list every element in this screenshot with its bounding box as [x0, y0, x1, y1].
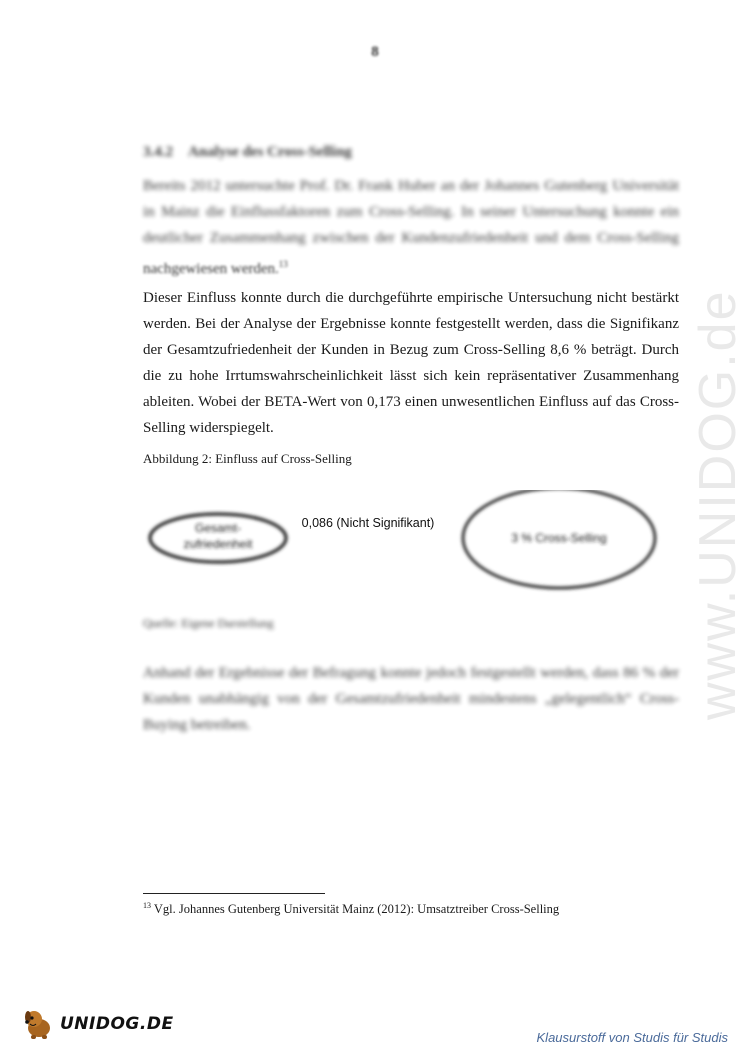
footnote-reference: 13 [278, 259, 288, 269]
figure-caption: Abbildung 2: Einfluss auf Cross-Selling [143, 451, 352, 466]
paragraph-intro [143, 173, 679, 282]
satisfaction-node-line2: zufriedenheit [183, 537, 253, 551]
paragraph-analysis: Dieser Einfluss konnte durch die durchgeführte empirische Untersuchung nicht bestärkt werden. Bei der Analyse der Ergebnisse konnte festgestellt werden, dass die Signifikanz der Gesamtzufriedenheit der Kunden in Bezug zum Cross-Selling 8,6 % beträgt. Durch die zu hohe Irrtumswahrscheinlichkeit lässt sich kein repräsentativer Zusammenhang ableiten. Wobei der BETA-Wert von 0,173 einen unwesentlichen Einfluss auf das Cross-Selling widerspiegelt. [143, 290, 679, 436]
satisfaction-node-line1: Gesamt- [194, 521, 242, 535]
paragraph-intro-blurred: Bereits 2012 untersuchte Prof. Dr. Frank Huber an der Johannes Gutenberg Universität in Mainz die Einflussfaktoren zum Cross-Selling. In seiner Untersuchung konnte ein deutlicher Zusammenhang zwischen der Kundenzufriedenheit und dem Cross-Selling [143, 178, 679, 246]
section-title: Analyse des Cross-Selling [188, 144, 352, 160]
section-number: 3.4.2 [143, 144, 173, 160]
cross-selling-node-label: 3 % Cross-Selling [511, 531, 607, 545]
paragraph-intro-tail: nachgewiesen werden. [143, 261, 279, 277]
paragraph-results: Anhand der Ergebnisse der Befragung konnte jedoch festgestellt werden, dass 86 % der Kunden unabhängig von der Gesamtzufriedenheit mindestens „gelegentlich“ Cross-Buying betreiben. [143, 665, 679, 733]
footnote-text: Vgl. Johannes Gutenberg Universität Mainz (2012): Umsatztreiber Cross-Selling [153, 902, 560, 917]
tagline: Klausurstoff von Studis für Studis [536, 1030, 728, 1045]
arrow-label: 0,086 (Nicht Signifikant) [301, 516, 435, 530]
footnote-divider [143, 893, 325, 894]
unidog-watermark: www.UNIDOG.de [689, 289, 747, 720]
footnote-number: 13 [143, 901, 151, 910]
page-number: 8 [371, 44, 379, 60]
influence-diagram [143, 490, 693, 605]
logo-text: UNIDOG.DE [60, 1014, 174, 1034]
dog-mascot-icon [22, 1008, 56, 1040]
footnote [143, 901, 559, 917]
figure-source: Quelle: Eigene Darstellung [143, 616, 274, 630]
section-heading [143, 144, 352, 161]
unidog-logo[interactable] [22, 1008, 174, 1040]
